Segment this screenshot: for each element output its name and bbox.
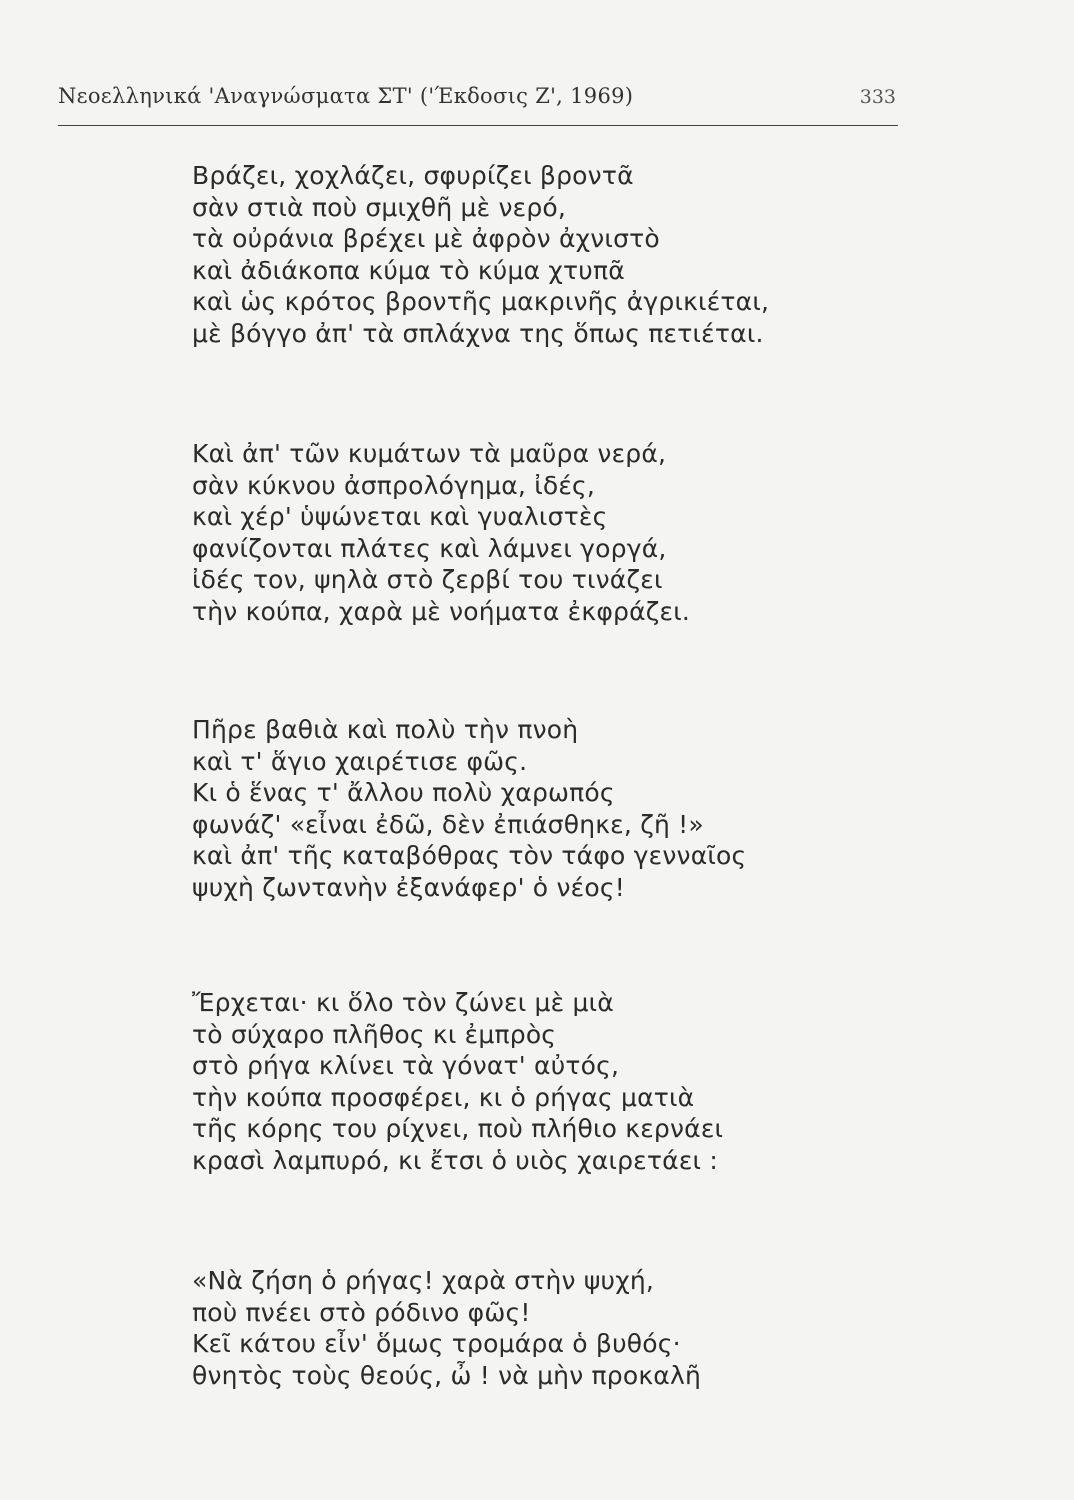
poem-line: τὴν κούπα προσφέρει, κι ὁ ρήγας ματιὰ bbox=[192, 1082, 695, 1112]
poem-line: σὰν στιὰ ποὺ σμιχθῆ μὲ νερό, bbox=[192, 192, 567, 222]
stanza-5 bbox=[192, 1265, 792, 1391]
stanza-3 bbox=[192, 714, 792, 903]
poem-line: τὴν κούπα, χαρὰ μὲ νοήματα ἐκφράζει. bbox=[192, 596, 691, 626]
poem-line: καὶ χέρ' ὑψώνεται καὶ γυαλιστὲς bbox=[192, 502, 608, 531]
running-header bbox=[58, 84, 896, 114]
poem-line: Πῆρε βαθιὰ καὶ πολὺ τὴν πνοὴ bbox=[192, 715, 579, 744]
poem-line: καὶ τ' ἅγιο χαιρέτισε φῶς. bbox=[192, 746, 528, 776]
poem-line: Κεῖ κάτου εἶν' ὅμως τρομάρα ὁ βυθός· bbox=[192, 1329, 681, 1358]
poem-line: «Νὰ ζήση ὁ ρήγας! χαρὰ στὴν ψυχή, bbox=[192, 1266, 655, 1295]
poem-line: ἰδές τον, ψηλὰ στὸ ζερβί του τινάζει bbox=[192, 565, 663, 594]
stanza-2 bbox=[192, 438, 792, 627]
poem-line: τῆς κόρης του ρίχνει, ποὺ πλήθιο κερνάει bbox=[192, 1114, 724, 1143]
poem-line: κρασὶ λαμπυρό, κι ἔτσι ὁ υιὸς χαιρετάει : bbox=[192, 1145, 718, 1175]
poem-line: τὰ οὐράνια βρέχει μὲ ἀφρὸν ἀχνιστὸ bbox=[192, 224, 660, 253]
poem-line: καὶ ἀπ' τῆς καταβόθρας τὸν τάφο γενναῖος bbox=[192, 841, 747, 870]
page-number: 333 bbox=[859, 86, 896, 108]
poem-line: στὸ ρήγα κλίνει τὰ γόνατ' αὐτός, bbox=[192, 1051, 620, 1080]
book-title: Νεοελληνικά 'Αναγνώσματα ΣΤ' ('Έκδοσις Ζ', 1969) bbox=[58, 84, 634, 108]
poem-line: θνητὸς τοὺς θεούς, ὦ ! νὰ μὴν προκαλῆ bbox=[192, 1360, 702, 1390]
stanza-4 bbox=[192, 987, 792, 1176]
poem-line: ποὺ πνέει στὸ ρόδινο φῶς! bbox=[192, 1297, 531, 1327]
poem-line: Ἔρχεται· κι ὅλο τὸν ζώνει μὲ μιὰ bbox=[192, 988, 614, 1017]
poem-line: ψυχὴ ζωντανὴν ἐξανάφερ' ὁ νέος! bbox=[192, 872, 625, 902]
poem-line: μὲ βόγγο ἀπ' τὰ σπλάχνα της ὅπως πετιέται. bbox=[192, 318, 764, 348]
poem-line: καὶ ἀδιάκοπα κύμα τὸ κύμα χτυπᾶ bbox=[192, 255, 625, 285]
poem-line: Βράζει, χοχλάζει, σφυρίζει βροντᾶ bbox=[192, 161, 634, 190]
stanza-1 bbox=[192, 160, 792, 349]
poem-line: σὰν κύκνου ἀσπρολόγημα, ἰδές, bbox=[192, 470, 596, 500]
poem-line: καὶ ὡς κρότος βροντῆς μακρινῆς ἀγρικιέται, bbox=[192, 287, 770, 316]
header-rule bbox=[58, 125, 898, 126]
poem-line: τὸ σύχαρο πλῆθος κι ἐμπρὸς bbox=[192, 1019, 557, 1049]
poem-line: φανίζονται πλάτες καὶ λάμνει γοργά, bbox=[192, 533, 667, 563]
poem-line: Καὶ ἀπ' τῶν κυμάτων τὰ μαῦρα νερά, bbox=[192, 439, 667, 468]
poem-line: Κι ὁ ἕνας τ' ἄλλου πολὺ χαρωπός bbox=[192, 778, 615, 807]
poem-line: φωνάζ' «εἶναι ἐδῶ, δὲν ἐπιάσθηκε, ζῆ !» bbox=[192, 809, 704, 839]
